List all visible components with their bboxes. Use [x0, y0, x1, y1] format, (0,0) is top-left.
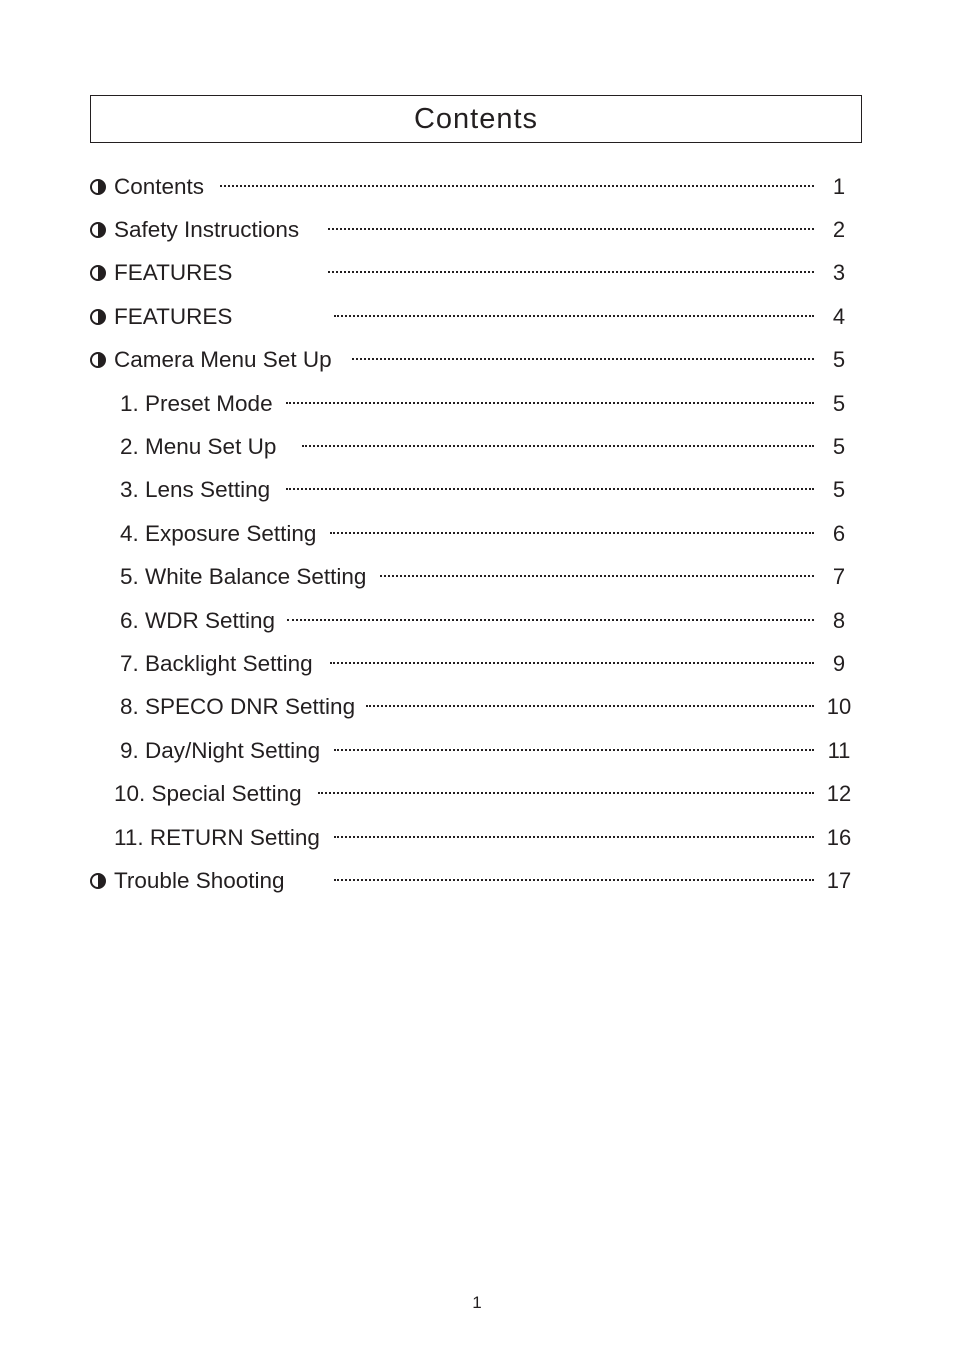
dot-leader — [380, 575, 814, 577]
half-filled-circle-icon — [90, 309, 106, 325]
toc-entry-label: 7. Backlight Setting — [120, 650, 313, 676]
toc-entry-features[interactable] — [90, 252, 854, 295]
toc-entry-white-balance-setting[interactable] — [90, 556, 854, 599]
dot-leader — [286, 488, 814, 490]
toc-entry-label: Safety Instructions — [114, 217, 300, 243]
toc-entry-label: 4. Exposure Setting — [120, 520, 317, 546]
toc-page-number: 9 — [832, 650, 846, 676]
toc-entry-return-setting[interactable] — [90, 816, 854, 859]
toc-entry-label: 3. Lens Setting — [120, 477, 271, 503]
toc-page-number: 5 — [832, 347, 846, 373]
toc-page-number: 5 — [832, 390, 846, 416]
toc-entry-label: Trouble Shooting — [114, 867, 285, 893]
toc-page-number: 7 — [832, 564, 846, 590]
toc-page-number: 3 — [832, 260, 846, 286]
dot-leader — [328, 271, 814, 273]
toc-entry-label: 11. RETURN Setting — [114, 824, 320, 850]
toc-page-number: 17 — [826, 867, 852, 893]
toc-entry-label: 1. Preset Mode — [120, 390, 273, 416]
dot-leader — [352, 358, 814, 360]
toc-page-number: 1 — [832, 173, 846, 199]
table-of-contents — [90, 165, 854, 903]
toc-entry-trouble-shooting[interactable] — [90, 859, 854, 902]
toc-entry-camera-menu-set-up[interactable] — [90, 339, 854, 382]
toc-entry-label: 9. Day/Night Setting — [120, 737, 321, 763]
half-filled-circle-icon — [90, 222, 106, 238]
toc-entry-special-setting[interactable] — [90, 772, 854, 815]
dot-leader — [330, 662, 814, 664]
toc-entry-label: FEATURES — [114, 303, 233, 329]
toc-entry-safety-instructions[interactable] — [90, 208, 854, 251]
toc-entry-label: 10. Special Setting — [114, 781, 302, 807]
toc-entry-label: 2. Menu Set Up — [120, 434, 277, 460]
dot-leader — [220, 185, 814, 187]
footer-page-number: 1 — [472, 1293, 482, 1312]
toc-page-number: 16 — [826, 824, 852, 850]
toc-entry-contents[interactable] — [90, 165, 854, 208]
toc-entry-wdr-setting[interactable] — [90, 599, 854, 642]
toc-entry-menu-set-up[interactable] — [90, 425, 854, 468]
toc-entry-preset-mode[interactable] — [90, 382, 854, 425]
toc-page-number: 2 — [832, 217, 846, 243]
toc-entry-label: Contents — [114, 173, 205, 199]
toc-page-number: 5 — [832, 477, 846, 503]
half-filled-circle-icon — [90, 873, 106, 889]
toc-entry-label: 8. SPECO DNR Setting — [120, 694, 356, 720]
toc-page-number: 11 — [827, 737, 851, 763]
toc-entry-label: 5. White Balance Setting — [120, 564, 367, 590]
dot-leader — [334, 879, 814, 881]
toc-page-number: 10 — [826, 694, 852, 720]
dot-leader — [286, 402, 814, 404]
toc-page-number: 8 — [832, 607, 846, 633]
toc-entry-exposure-setting[interactable] — [90, 512, 854, 555]
toc-page-number: 5 — [832, 434, 846, 460]
dot-leader — [334, 836, 814, 838]
half-filled-circle-icon — [90, 352, 106, 368]
toc-page-number: 6 — [832, 520, 846, 546]
half-filled-circle-icon — [90, 179, 106, 195]
toc-page-number: 12 — [826, 781, 852, 807]
toc-entry-features-2[interactable] — [90, 295, 854, 338]
dot-leader — [318, 792, 814, 794]
toc-entry-lens-setting[interactable] — [90, 469, 854, 512]
toc-entry-label: 6. WDR Setting — [120, 607, 276, 633]
dot-leader — [302, 445, 814, 447]
dot-leader — [334, 749, 814, 751]
title-box — [90, 95, 862, 143]
toc-entry-backlight-setting[interactable] — [90, 642, 854, 685]
dot-leader — [334, 315, 814, 317]
dot-leader — [366, 705, 814, 707]
dot-leader — [287, 619, 814, 621]
dot-leader — [328, 228, 814, 230]
toc-entry-speco-dnr-setting[interactable] — [90, 686, 854, 729]
page-title: Contents — [413, 102, 539, 135]
toc-entry-day-night-setting[interactable] — [90, 729, 854, 772]
toc-entry-label: FEATURES — [114, 260, 233, 286]
dot-leader — [330, 532, 814, 534]
toc-page-number: 4 — [832, 303, 846, 329]
toc-entry-label: Camera Menu Set Up — [114, 347, 332, 373]
half-filled-circle-icon — [90, 265, 106, 281]
